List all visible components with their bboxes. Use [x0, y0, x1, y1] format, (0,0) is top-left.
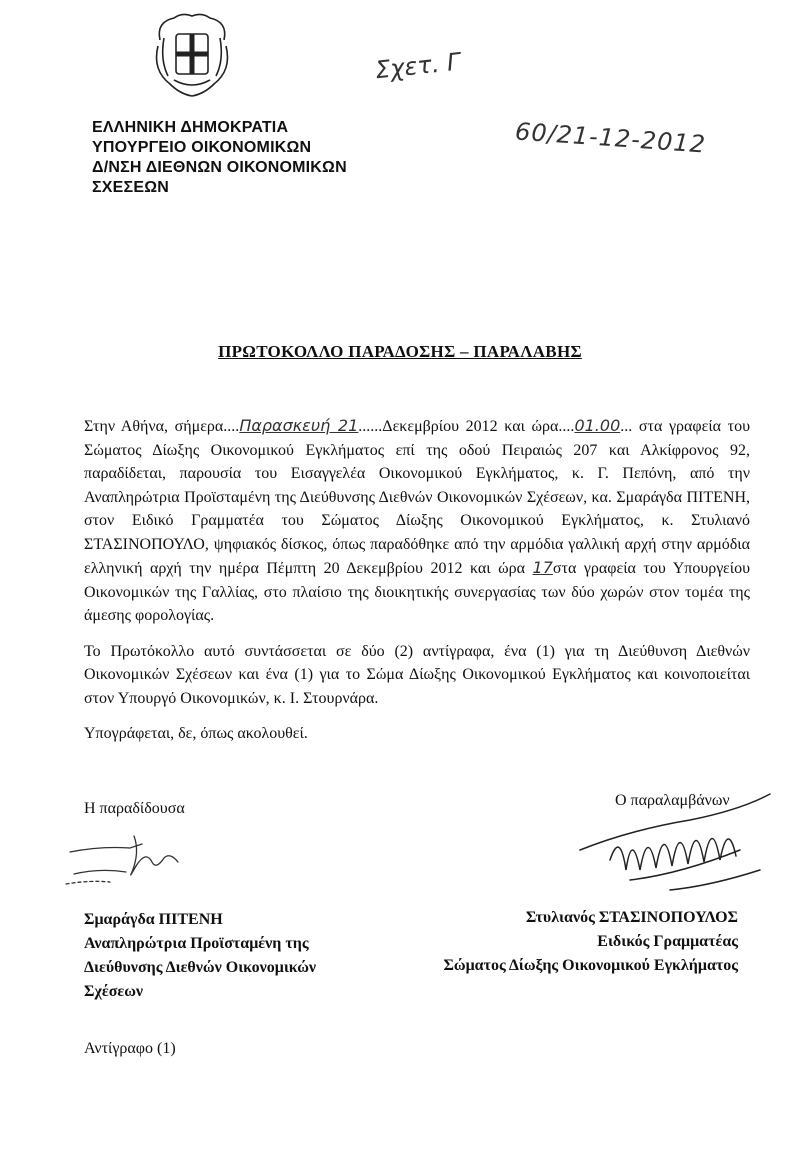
giver-title-line: Διεύθυνσης Διεθνών Οικονομικών	[84, 959, 317, 976]
text-run: ......Δεκεμβρίου 2012 και ώρα....	[358, 418, 575, 435]
receiver-signature	[570, 790, 780, 900]
giver-label: Η παραδίδουσα	[84, 800, 185, 817]
copy-label: Αντίγραφο (1)	[84, 1040, 176, 1057]
text-run: ... στα γραφεία του Σώματος Δίωξης Οικονομικού Εγκλήματος επί της οδού Πειραιώς 207 και Αλκίφρονος 92, παραδίδεται, παρουσία του Εισαγγελέα Οικονομικού Εγκλήματος, κ. Γ. Πεπόνη, από την Αναπληρώτρια Προϊσταμένη της Διεύθυνσης Διεθνών Οικονομικών Σχέσεων, κα. Σμαράγδα ΠΙΤΕΝΗ, στον Ειδικό Γραμματέα του Σώματος Δίωξης Οικονομικού Εγκλήματος, κ. Στυλιανό ΣΤΑΣΙΝΟΠΟΥΛΟ, ψηφιακός δίσκος, όπως παραδόθηκε από την αρμόδια γαλλική αρχή στην αρμόδια ελληνική αρχή την ημέρα Πέμπτη 20 Δεκεμβρίου 2012 και ώρα	[84, 418, 751, 577]
handwritten-day: Παρασκευή 21	[239, 416, 359, 435]
receiver-label: Ο παραλαμβάνων	[615, 792, 730, 809]
giver-title-line: Αναπληρώτρια Προϊσταμένη της	[84, 935, 309, 952]
giver-signature	[60, 822, 210, 892]
text-run: στα γραφεία του Υπουργείου Οικονομικών της Γαλλίας, στο πλαίσιο της διοικητικής συνεργασίας των δύο χωρών στον τομέα της άμεσης φορολογίας.	[84, 560, 750, 624]
giver-name: Σμαράγδα ΠΙΤΕΝΗ	[84, 911, 223, 928]
annex-handwritten-mark: Σχετ. Γ	[373, 47, 462, 85]
header-line: Δ/ΝΣΗ ΔΙΕΘΝΩΝ ΟΙΚΟΝΟΜΙΚΩΝ	[92, 159, 347, 176]
giver-title-line: Σχέσεων	[84, 983, 144, 1000]
protocol-number-handwritten: 60/21-12-2012	[514, 117, 707, 159]
header-line: ΥΠΟΥΡΓΕΙΟ ΟΙΚΟΝΟΜΙΚΩΝ	[92, 139, 312, 156]
giver-signatory-block	[84, 908, 316, 1004]
paragraph-signed: Υπογράφεται, δε, όπως ακολουθεί.	[84, 725, 308, 742]
handwritten-time: 01.00	[574, 416, 621, 435]
document-title: ΠΡΩΤΟΚΟΛΛΟ ΠΑΡΑΔΟΣΗΣ – ΠΑΡΑΛΑΒΗΣ	[218, 342, 582, 361]
text-run: Στην Αθήνα, σήμερα....	[84, 418, 240, 435]
receiver-title-line: Σώματος Δίωξης Οικονομικού Εγκλήματος	[443, 957, 738, 974]
paragraph-copies: Το Πρωτόκολλο αυτό συντάσσεται σε δύο (2) αντίγραφα, ένα (1) για τη Διεύθυνση Διεθνών Οικονομικών Σχέσεων και ένα (1) για το Σώμα Δίωξης Οικονομικού Εγκλήματος και κοινοποιείται στον Υπουργό Οικονομικών, κ. Ι. Στουρνάρα.	[84, 642, 750, 707]
handwritten-hour: 17	[532, 558, 553, 577]
header-line: ΣΧΕΣΕΩΝ	[92, 179, 170, 196]
document-body	[84, 414, 750, 758]
issuer-header	[92, 118, 347, 198]
receiver-name: Στυλιανός ΣΤΑΣΙΝΟΠΟΥΛΟΣ	[525, 909, 738, 926]
receiver-signatory-block	[443, 906, 738, 978]
paragraph-handover	[84, 414, 750, 628]
header-line: ΕΛΛΗΝΙΚΗ ΔΗΜΟΚΡΑΤΙΑ	[92, 119, 289, 136]
receiver-title-line: Ειδικός Γραμματέας	[597, 933, 738, 950]
coat-of-arms-emblem	[150, 10, 234, 98]
